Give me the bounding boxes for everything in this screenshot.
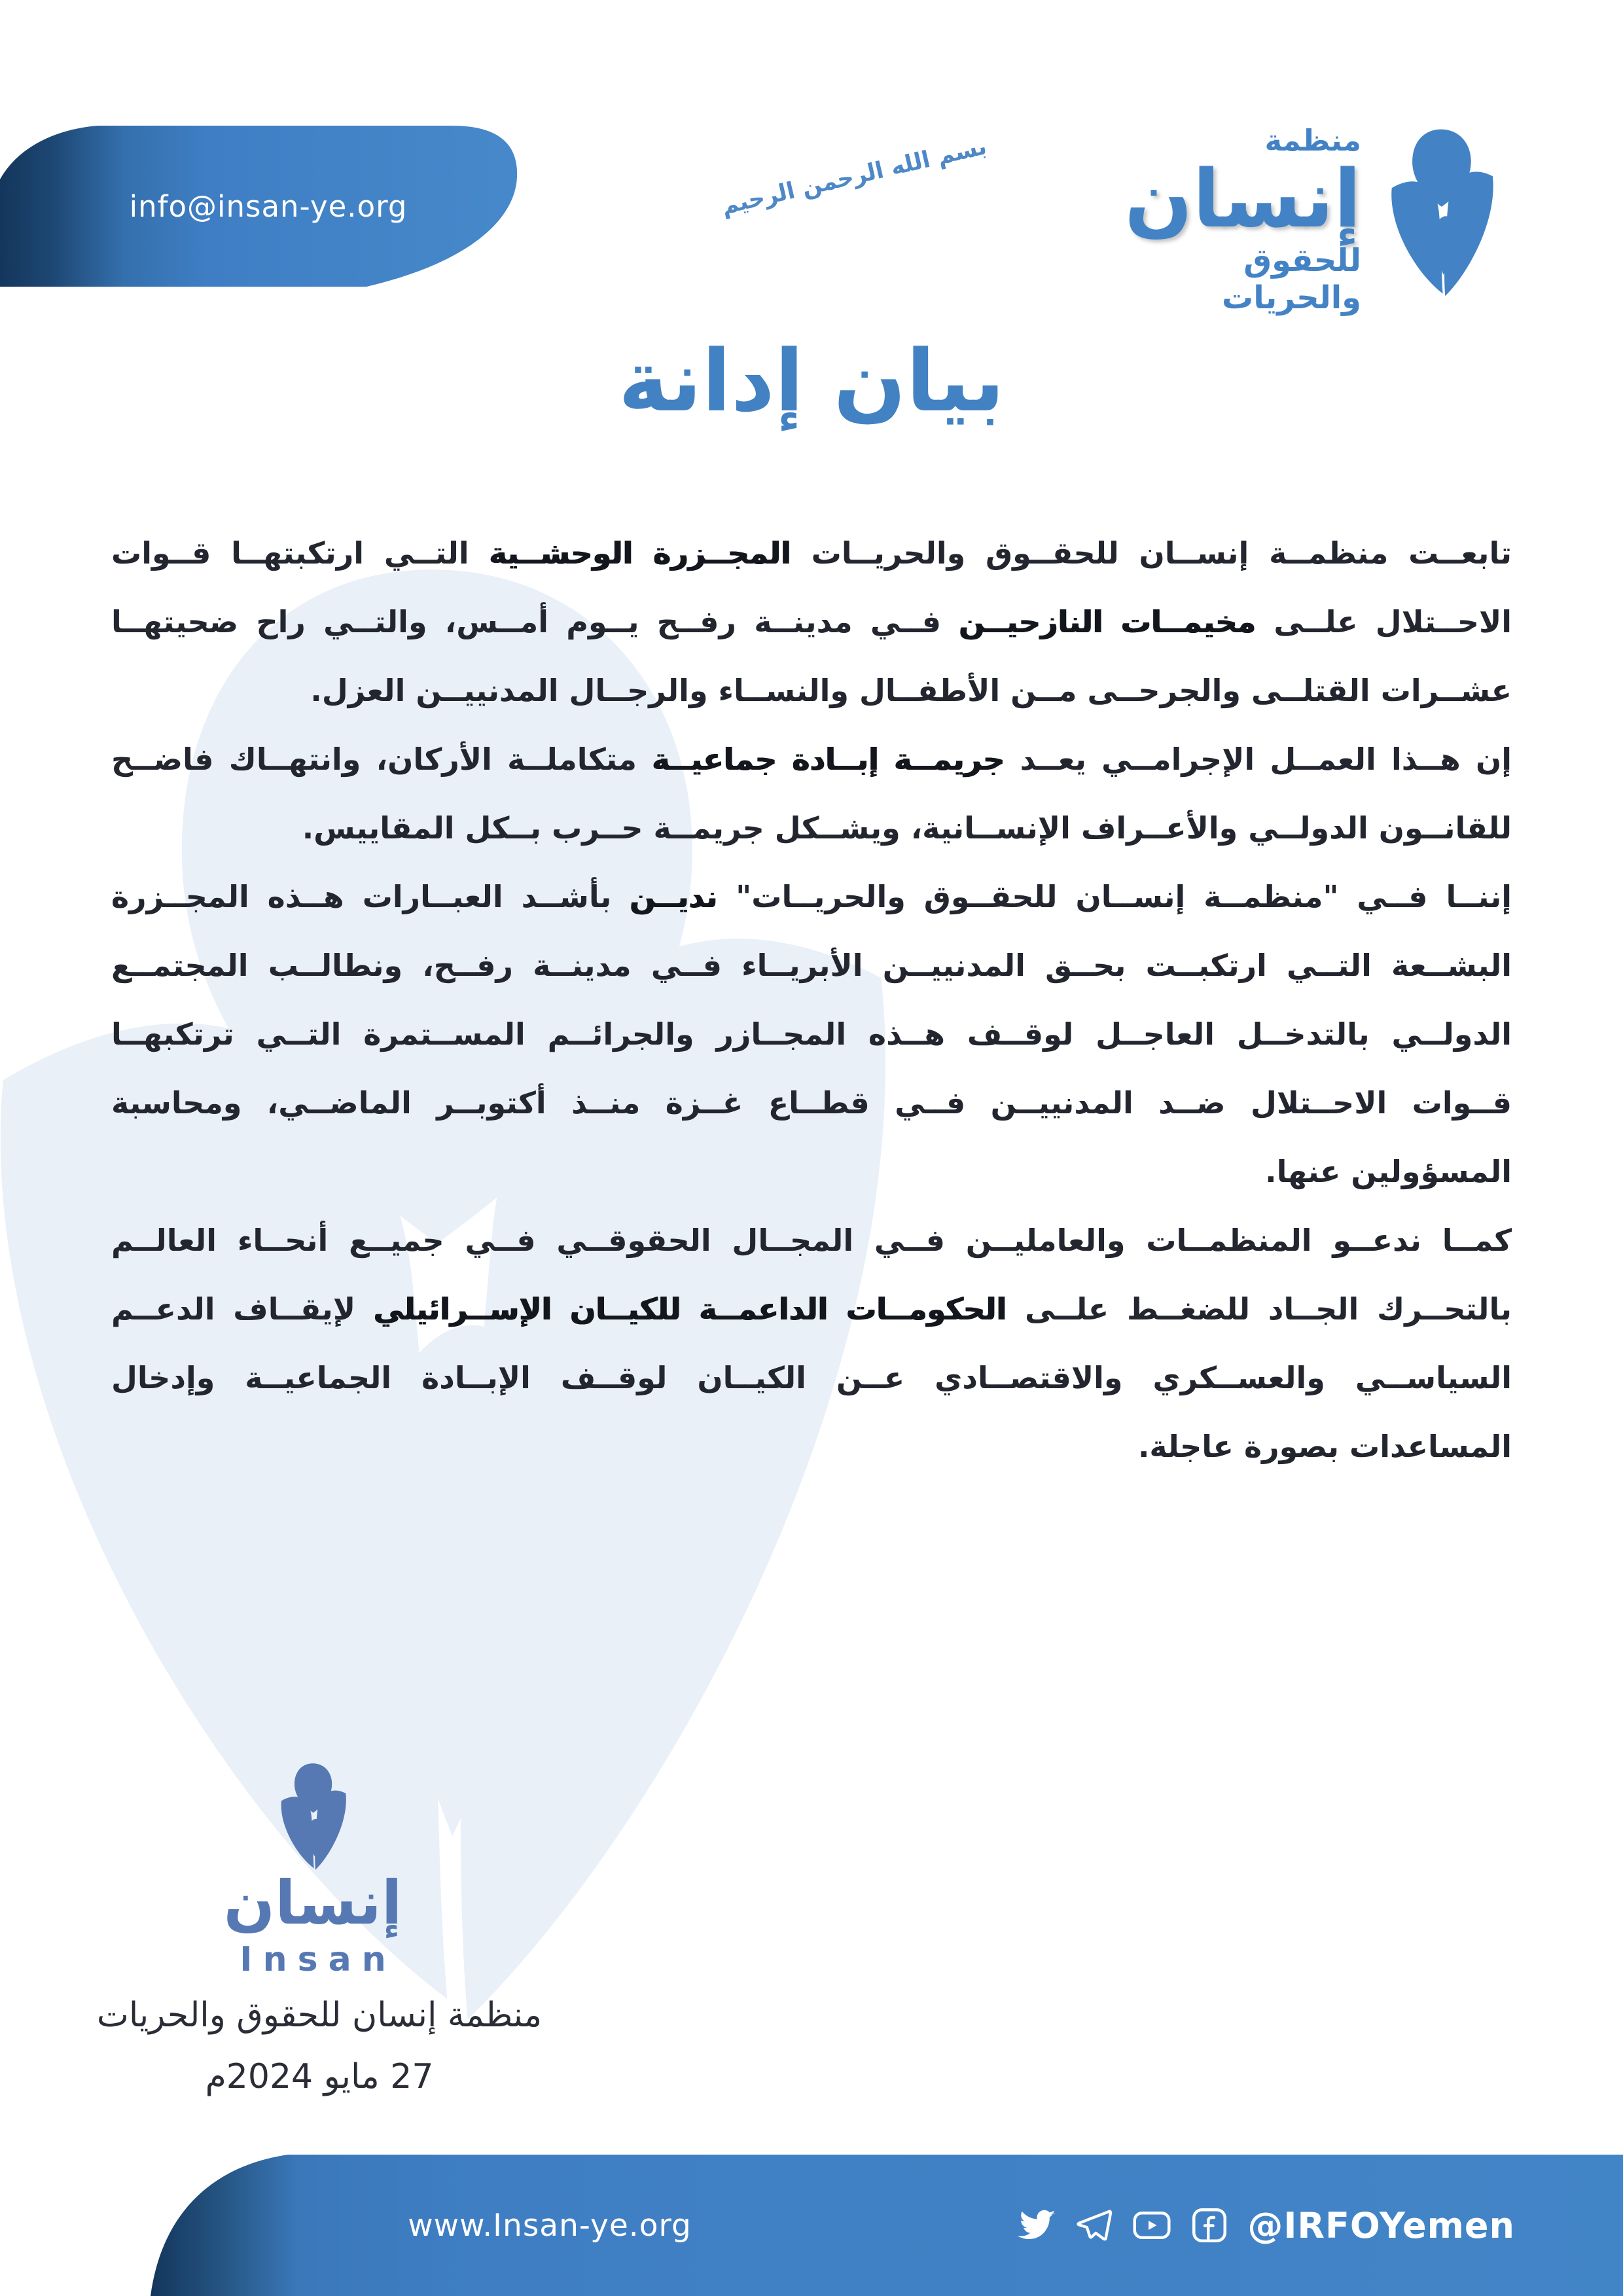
body-text-segment: التــي ارتكبتهــا قــوات الاحــتلال علــى [111,535,1512,639]
org-logo [1099,118,1558,317]
page-title: بيان إدانة [618,331,1005,431]
org-logo-text [1099,118,1361,317]
telegram-icon[interactable] [1075,2206,1114,2245]
emphasized-text: نديــن [630,879,718,914]
body-text-segment: بأشــد العبــارات هــذه المجــزرة البشــعة التــي ارتكبــت بحــق المدنييــن الأبريــاء فــي مدينــة رفــح، ونطالــب المجتمــع الدولــي بالتدخــل العاجــل لوقــف هــذه المجــازر والجرائــم المســتمرة التــي ترتكبهــا قــوات الاحــتلال ضــد المدنييــن فــي قطــاع غــزة منــذ أكتوبــر الماضــي، ومحاسبة المسؤولين عنها. [111,879,1512,1189]
facebook-icon[interactable] [1190,2206,1229,2245]
body-text-segment: متكاملــة الأركان، وانتهــاك فاضــح للقانــون الدولــي والأعــراف الإنســانية، ويشــكل جريمــة حــرب بــكل المقاييس. [111,742,1512,846]
emphasized-text: الحكومــات الداعمــة للكيــان الإســرائيلي [373,1291,1007,1327]
stamp-arabic-name: إنسان [223,1868,402,1938]
signature-date: 27 مايو 2024م [205,2057,434,2096]
body-paragraph [111,725,1512,863]
twitter-icon[interactable] [1017,2206,1056,2245]
body-text-segment: تابعــت منظمــة إنســان للحقــوق والحريــات [791,535,1512,571]
social-links [1017,2155,1515,2296]
body-text-segment: لإيقــاف الدعــم السياســي والعســكري والاقتصــادي عــن الكيــان لوقــف الإبــادة الجماعيــة وإدخال المساعدات بصورة عاجلة. [111,1291,1512,1464]
org-logo-name: إنسان [1124,152,1361,245]
social-handle[interactable]: @IRFOYemen [1247,2204,1515,2246]
stamp-logo-mark-icon [268,1762,358,1871]
insan-logo-mark-icon [1376,127,1507,297]
statement-body [111,519,1512,1481]
emphasized-text: المجــزرة الوحشــية [489,535,791,571]
footer-bar [151,2155,1623,2296]
signature-block [77,1984,562,2108]
org-logo-word-top: منظمة [1264,123,1361,158]
body-text-segment: إن هــذا العمــل الإجرامــي يعــد [1005,742,1512,777]
youtube-icon[interactable] [1132,2206,1171,2245]
org-stamp [202,1762,424,1979]
contact-email[interactable]: info@insan-ye.org [129,188,408,224]
body-paragraph [111,863,1512,1206]
emphasized-text: جريمــة إبــادة جماعيــة [652,742,1005,777]
header-email-badge [0,124,524,288]
body-paragraph [111,519,1512,725]
org-logo-subtitle: للحقوق والحريات [1221,242,1361,317]
body-text-segment: فــي مدينــة رفــح يــوم أمــس، والتــي راح ضحيتهــا عشــرات القتلــى والجرحــى مــن الأطفــال والنســاء والرجــال المدنييــن العزل. [111,604,1512,708]
signature-org: منظمة إنسان للحقوق والحريات [96,1996,543,2035]
body-text-segment: إننــا فــي "منظمــة إنســان للحقــوق والحريــات" [717,879,1512,914]
stamp-latin-name: Insan [240,1940,397,1979]
body-paragraph [111,1206,1512,1481]
body-text-segment: كمــا ندعــو المنظمــات والعامليــن فــي المجــال الحقوقــي فــي جميــع أنحــاء العالــم بالتحــرك الجــاد للضغــط علــى [111,1223,1512,1327]
website-link[interactable]: www.Insan-ye.org [408,2207,692,2244]
emphasized-text: مخيمــات النازحيــن [959,604,1257,639]
bismillah-calligraphy: بسم الله الرحمن الرحيم [719,133,990,221]
